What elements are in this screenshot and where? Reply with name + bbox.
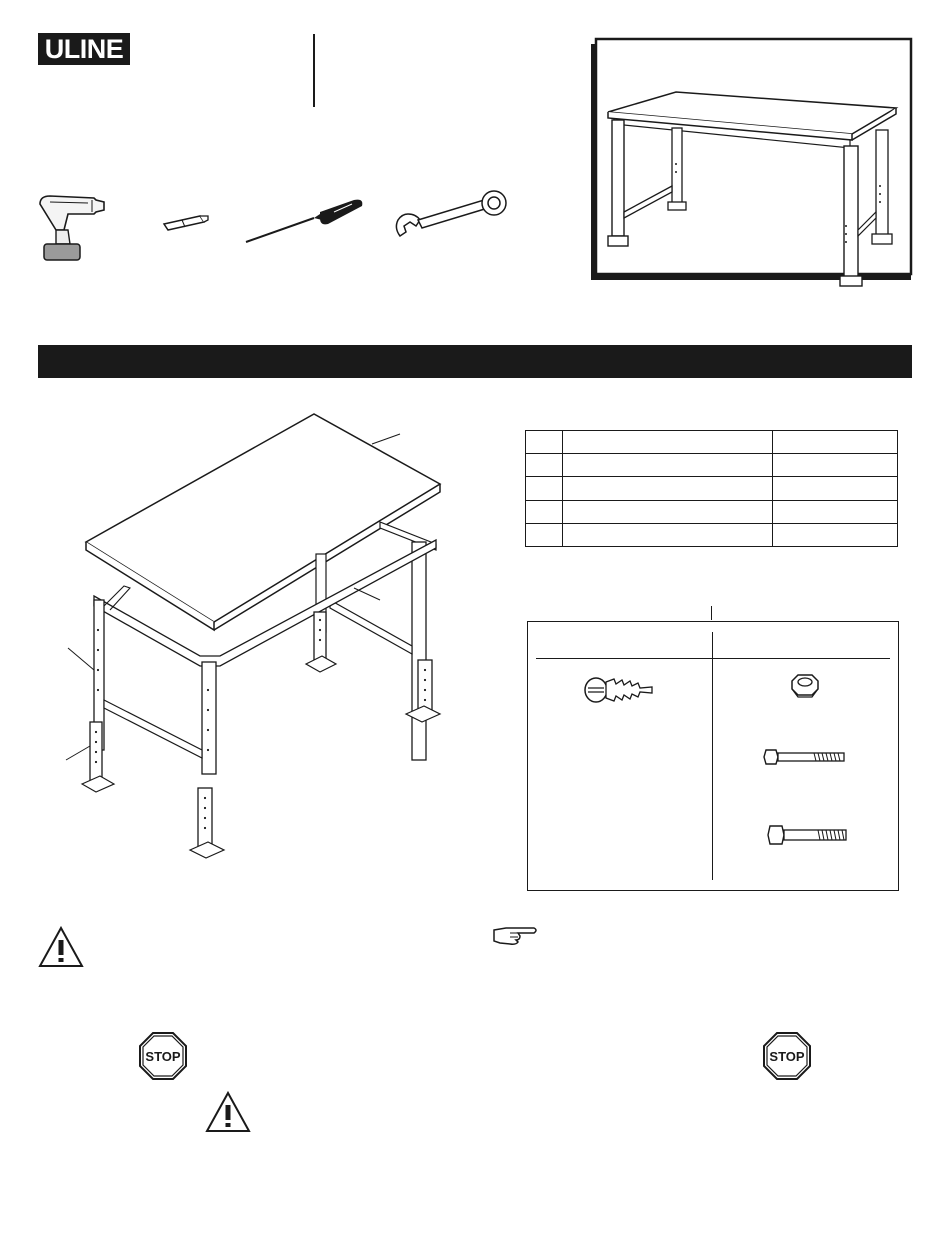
hardware-title-tick [711,606,712,620]
hardware-header-rule [536,658,890,659]
hardware-column-divider [712,632,713,880]
power-drill-icon [34,192,110,264]
warning-triangle-icon [38,925,84,969]
stop-sign-icon [762,1031,812,1081]
long-bolt-icon [766,822,852,848]
warning-triangle-icon [205,1090,251,1134]
table-row [526,523,898,546]
pointing-hand-icon [492,924,538,946]
exploded-assembly-diagram [60,410,450,870]
header-divider [313,34,315,107]
stop-sign-label: STOP [145,1049,181,1064]
short-bolt-icon [762,746,850,768]
table-row [526,431,898,454]
table-row [526,454,898,477]
wrench-icon [390,190,514,246]
table-row [526,477,898,500]
hex-nut-icon [788,671,822,701]
stop-sign-icon [138,1031,188,1081]
stop-sign-label: STOP [769,1049,805,1064]
screwdriver-icon [242,198,366,246]
screw-anchor-icon [582,673,658,707]
finished-workbench-image [588,36,916,288]
section-header-bar [38,345,912,378]
uline-logo: ULINE [38,33,130,65]
table-row [526,500,898,523]
drill-bit-icon [160,210,212,234]
parts-list-table [525,430,898,547]
